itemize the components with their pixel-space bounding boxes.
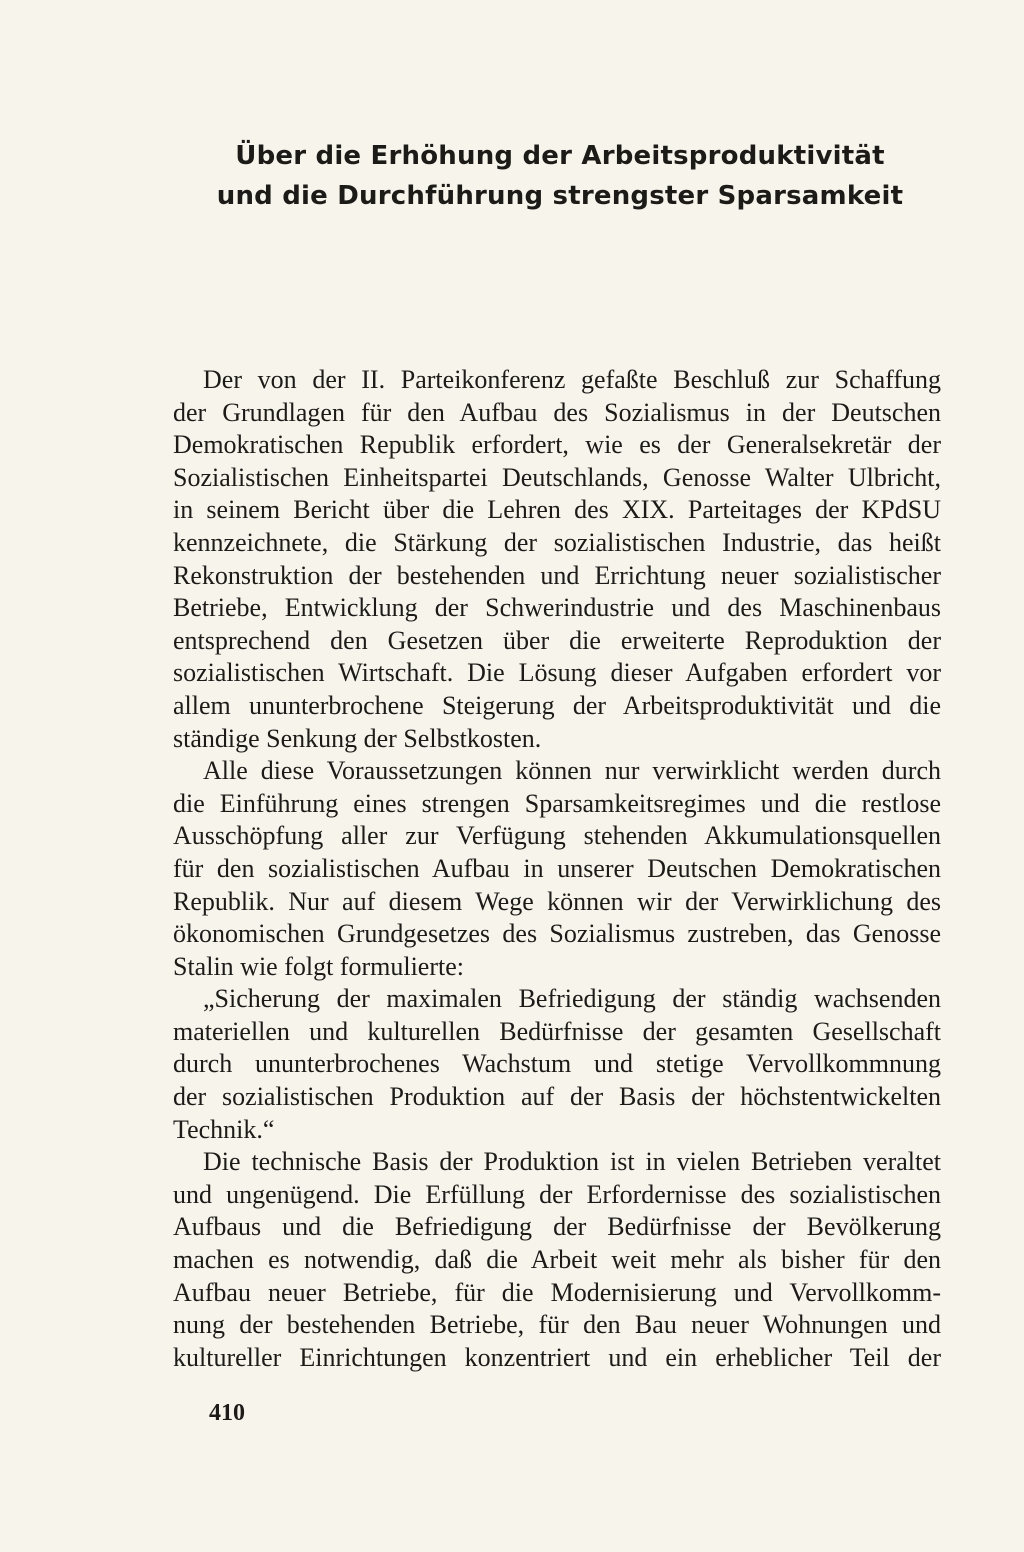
quote-line: Technik.“ bbox=[173, 1114, 275, 1144]
text-line: Sozialistischen Einheitspartei Deutschlands, Genosse Walter Ulbricht, bbox=[173, 462, 941, 492]
quote-line: durch ununterbrochenes Wachstum und stetige Vervollkommnung bbox=[173, 1049, 941, 1079]
text-line: für den sozialistischen Aufbau in unserer Deutschen Demokratischen bbox=[173, 853, 941, 883]
quote-line: „Sicherung der maximalen Befriedigung der ständig wachsenden bbox=[203, 984, 941, 1014]
text-line: sozialistischen Wirtschaft. Die Lösung dieser Aufgaben erfordert vor bbox=[173, 658, 941, 688]
text-line: der Grundlagen für den Aufbau des Sozialismus in der Deutschen bbox=[173, 397, 941, 427]
title-line-1: Über die Erhöhung der Arbeitsproduktivität bbox=[235, 141, 885, 171]
text-line: ständige Senkung der Selbstkosten. bbox=[173, 723, 542, 753]
text-line: und ungenügend. Die Erfüllung der Erfordernisse des sozialistischen bbox=[173, 1179, 941, 1209]
text-line: in seinem Bericht über die Lehren des XIX. Parteitages der KPdSU bbox=[173, 495, 941, 525]
text-line: Die technische Basis der Produktion ist in vielen Betrieben veraltet bbox=[203, 1147, 941, 1177]
text-line: allem ununterbrochene Steigerung der Arbeitsproduktivität und die bbox=[173, 690, 941, 720]
text-line: Der von der II. Parteikonferenz gefaßte Beschluß zur Schaffung bbox=[203, 365, 941, 394]
text-line: entsprechend den Gesetzen über die erweiterte Reproduktion der bbox=[173, 625, 941, 655]
text-line: kultureller Einrichtungen konzentriert und ein erheblicher Teil der bbox=[173, 1342, 941, 1372]
page-title bbox=[200, 136, 920, 216]
title-line-2: und die Durchführung strengster Sparsamkeit bbox=[216, 181, 904, 211]
text-line: die Einführung eines strengen Sparsamkeitsregimes und die restlose bbox=[173, 788, 941, 818]
quote-line: der sozialistischen Produktion auf der Basis der höchstentwickelten bbox=[173, 1082, 941, 1112]
text-line: Ausschöpfung aller zur Verfügung stehenden Akkumulationsquellen bbox=[173, 821, 941, 851]
text-line: nung der bestehenden Betriebe, für den Bau neuer Wohnungen und bbox=[173, 1310, 941, 1340]
text-line: Aufbaus und die Befriedigung der Bedürfnisse der Bevölkerung bbox=[173, 1212, 941, 1242]
text-line: Rekonstruktion der bestehenden und Errichtung neuer sozialistischer bbox=[173, 560, 941, 590]
text-line: Stalin wie folgt formulierte: bbox=[173, 951, 464, 981]
text-line: ökonomischen Grundgesetzes des Sozialismus zustreben, das Genosse bbox=[173, 919, 941, 949]
text-line: machen es notwendig, daß die Arbeit weit mehr als bisher für den bbox=[173, 1245, 941, 1275]
text-line: Republik. Nur auf diesem Wege können wir der Verwirklichung des bbox=[173, 886, 941, 916]
text-line: Alle diese Voraussetzungen können nur verwirklicht werden durch bbox=[203, 756, 941, 786]
body-text bbox=[173, 364, 941, 1374]
text-line: Betriebe, Entwicklung der Schwerindustrie und des Maschinenbaus bbox=[173, 593, 941, 623]
text-line: Aufbau neuer Betriebe, für die Modernisierung und Vervollkomm- bbox=[173, 1277, 941, 1307]
text-line: Demokratischen Republik erfordert, wie es der Generalsekretär der bbox=[173, 430, 941, 460]
text-line: kennzeichnete, die Stärkung der sozialistischen Industrie, das heißt bbox=[173, 527, 941, 557]
page-number: 410 bbox=[209, 1400, 245, 1426]
quote-line: materiellen und kulturellen Bedürfnisse der gesamten Gesellschaft bbox=[173, 1016, 941, 1046]
